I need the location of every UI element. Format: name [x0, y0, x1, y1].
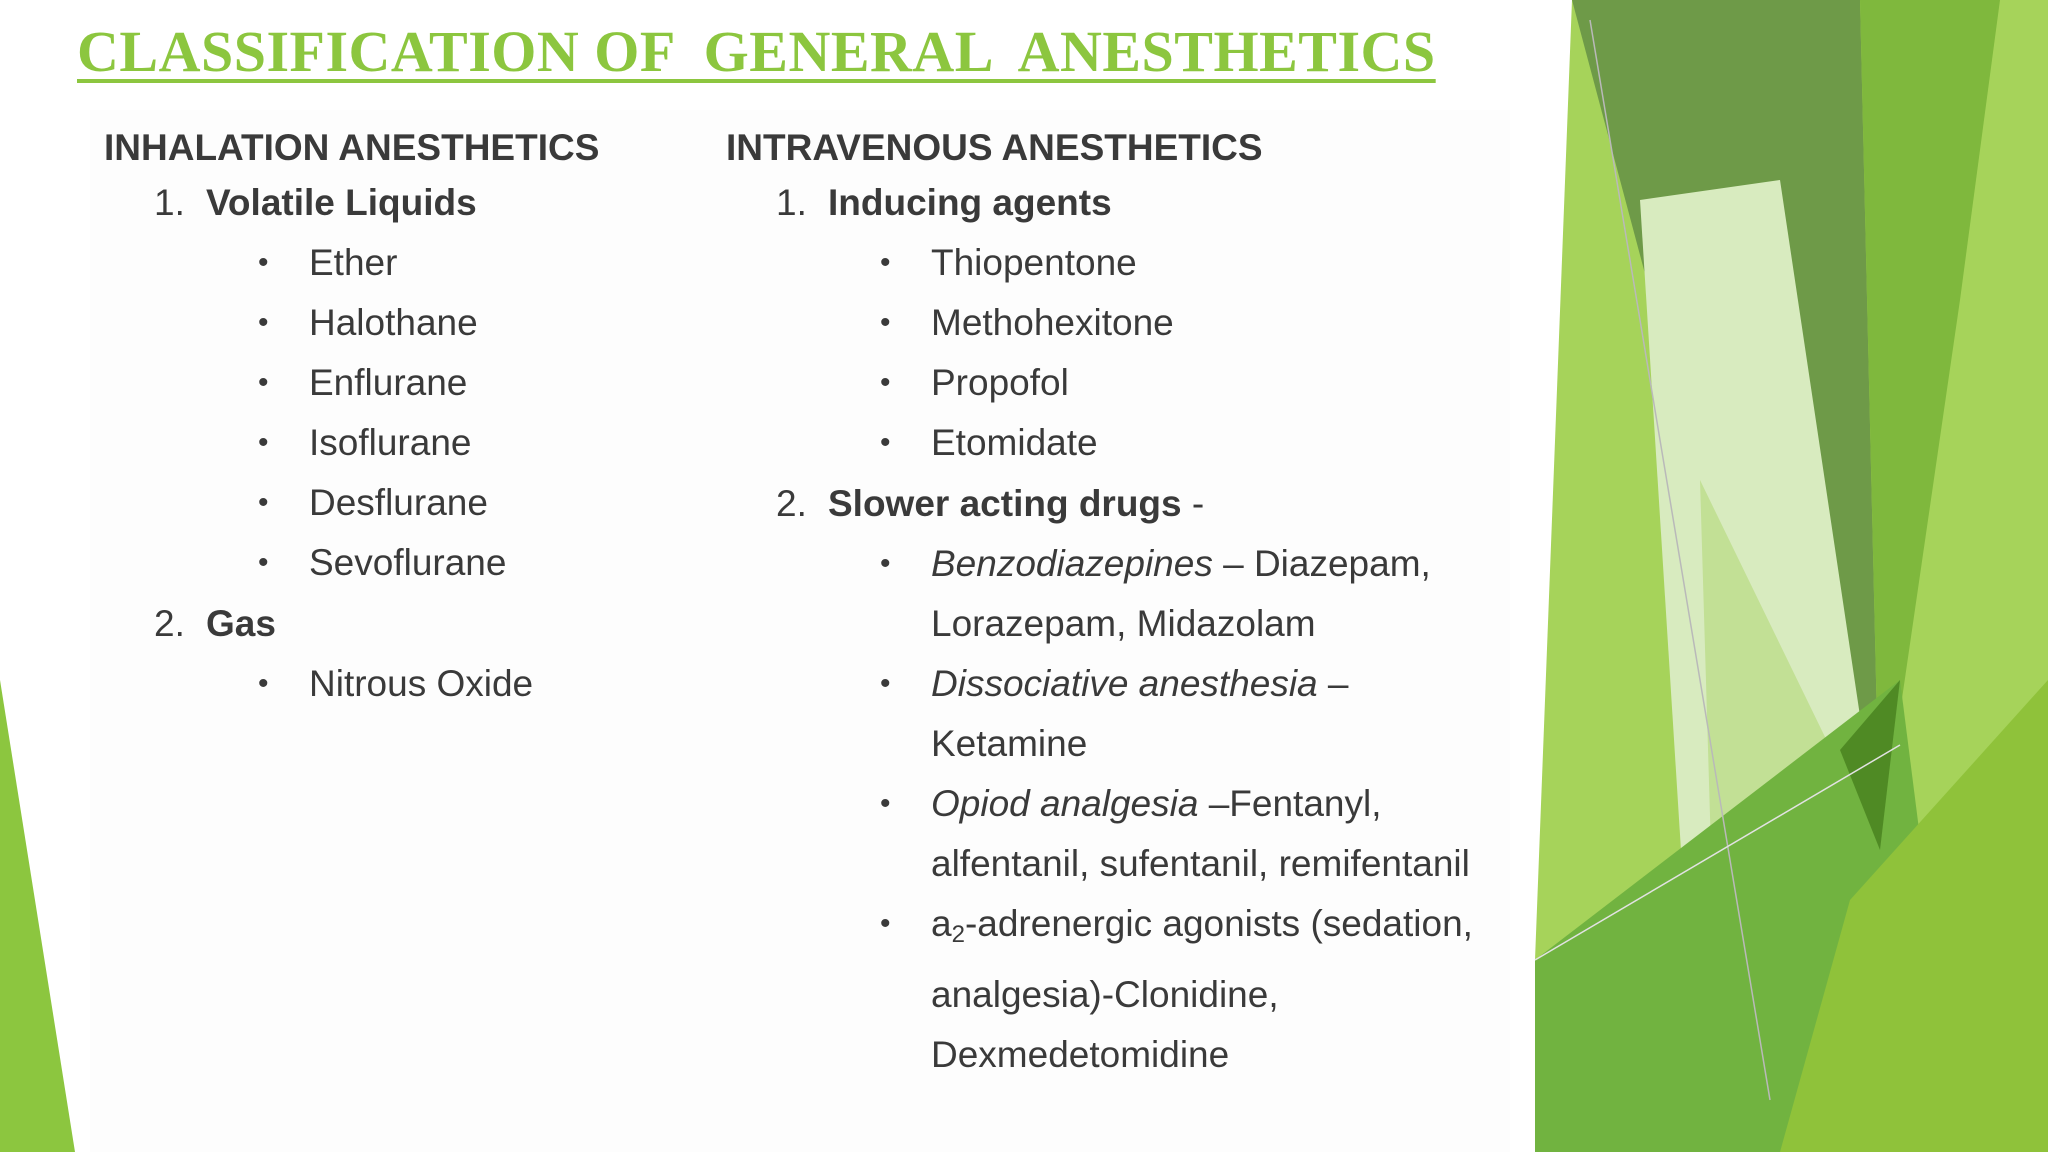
classification-image-panel: [90, 110, 1510, 1152]
bullet-icon: •: [258, 306, 269, 339]
intravenous-column: [726, 110, 1546, 1085]
volatile-liquids-label: [154, 172, 704, 233]
list-item: [726, 413, 1491, 473]
drug-examples: –Fentanyl, alfentanil, sufentanil, remifentanil: [931, 783, 1470, 884]
bullet-icon: •: [880, 366, 891, 399]
bullet-icon: •: [258, 667, 269, 700]
list-item: [104, 533, 704, 593]
item-text: Etomidate: [931, 422, 1098, 463]
list-item: [726, 774, 1491, 894]
drug-examples: – Diazepam, Lorazepam, Midazolam: [931, 543, 1431, 644]
item-text: Halothane: [309, 302, 478, 343]
bullet-icon: •: [880, 787, 891, 820]
inducing-agents-label: [776, 172, 1546, 233]
list-item: [104, 353, 704, 413]
list-item: [726, 654, 1491, 774]
slower-acting-drugs-label: [776, 473, 1546, 534]
group-title: Gas: [206, 603, 276, 644]
list-item: [726, 233, 1491, 293]
bullet-icon: •: [880, 547, 891, 580]
slide-title: CLASSIFICATION OF GENERAL ANESTHETICS: [77, 19, 1436, 84]
list-item: [726, 353, 1491, 413]
left-green-accent: [0, 680, 75, 1152]
slower-acting-drugs-list: [726, 534, 1546, 1085]
list-item: [104, 293, 704, 353]
item-text: Ether: [309, 242, 398, 283]
item-text: Thiopentone: [931, 242, 1137, 283]
list-item: [104, 233, 704, 293]
bullet-icon: •: [880, 246, 891, 279]
list-item: [726, 534, 1491, 654]
drug-class: Benzodiazepines: [931, 543, 1213, 584]
list-item: [104, 473, 704, 533]
bullet-icon: •: [258, 366, 269, 399]
group-number: 1.: [776, 182, 807, 223]
item-text: Enflurane: [309, 362, 468, 403]
bullet-icon: •: [880, 306, 891, 339]
bullet-icon: •: [880, 426, 891, 459]
bullet-icon: •: [258, 246, 269, 279]
list-item: [726, 894, 1491, 1085]
inducing-agents-list: [726, 233, 1546, 473]
group-number: 2.: [154, 603, 185, 644]
item-text: Propofol: [931, 362, 1069, 403]
volatile-liquids-list: [104, 233, 704, 593]
group-number: 1.: [154, 182, 185, 223]
list-item: [104, 413, 704, 473]
item-text: Sevoflurane: [309, 542, 507, 583]
bullet-icon: •: [258, 486, 269, 519]
group-title: Slower acting drugs: [828, 483, 1182, 524]
bullet-icon: •: [880, 667, 891, 700]
bullet-icon: •: [258, 546, 269, 579]
item-text: Methohexitone: [931, 302, 1174, 343]
drug-examples: -adrenergic agonists (sedation, analgesia)-Clonidine, Dexmedetomidine: [931, 903, 1473, 1075]
item-text: Nitrous Oxide: [309, 663, 534, 704]
inhalation-column: [104, 110, 704, 714]
list-item: [104, 654, 704, 714]
drug-class: Dissociative anesthesia: [931, 663, 1318, 704]
intravenous-heading: INTRAVENOUS ANESTHETICS: [726, 127, 1263, 168]
drug-class-prefix: a: [931, 903, 952, 944]
group-title: Volatile Liquids: [206, 182, 477, 223]
group-number: 2.: [776, 483, 807, 524]
group-title: Inducing agents: [828, 182, 1112, 223]
item-text: Isoflurane: [309, 422, 472, 463]
subscript: 2: [951, 921, 965, 948]
list-item: [726, 293, 1491, 353]
group-suffix: -: [1181, 483, 1205, 524]
inhalation-heading: INHALATION ANESTHETICS: [104, 127, 600, 168]
gas-label: [154, 593, 704, 654]
bullet-icon: •: [258, 426, 269, 459]
item-text: Desflurane: [309, 482, 488, 523]
drug-class: Opiod analgesia: [931, 783, 1199, 824]
bullet-icon: •: [880, 907, 891, 940]
gas-list: [104, 654, 704, 714]
drug-examples: – Ketamine: [931, 663, 1349, 764]
